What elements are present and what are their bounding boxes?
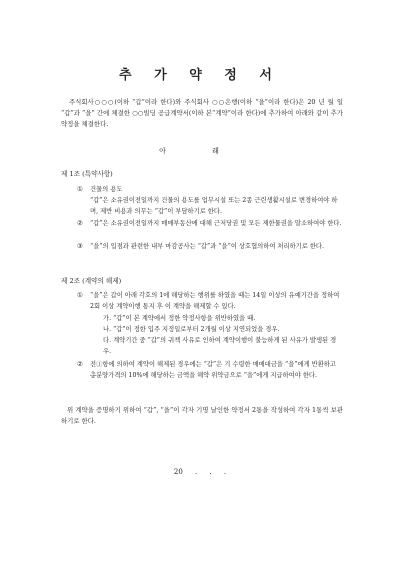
document-title: 추 가 약 정 서	[119, 68, 281, 83]
item-number: ③	[77, 243, 83, 250]
article-2-sub-da: 다. 계약기간 중 “갑”의 귀책 사유로 인하여 계약이행이 불능하게 된 사유가 발생된 경우.	[103, 337, 337, 355]
date-line: 20 . . .	[173, 468, 227, 476]
item-number: ②	[77, 220, 83, 227]
item-number: ①	[77, 292, 83, 299]
item-text: “을”은 갑이 아래 각호의 1에 해당하는 행위를 하였을 때는 14일 이상의 유예기간을 정하여 2회 이상 계약이행 통지 후 이 계약을 해제할 수 있다.	[90, 292, 340, 310]
item-text: 건물의 용도	[90, 186, 123, 193]
article-2-sub-ga: 가. “갑”이 본 계약에서 정한 약정사항을 위반하였을 때.	[103, 315, 256, 322]
intro-paragraph: 주식회사○○○(이하 “갑”이라 한다)와 주식회사 ○○은행(이하 “을”이라 한다)은 20 년 월 일 “갑”과 “을” 간에 체결한 ○○빌딩 공급계약서(이하 본“계약”이라 한다)에 추가하여 아래와 같이 추가약정을 체결한다.	[61, 98, 343, 128]
article-2-title: 제 2조 (계약의 해제)	[61, 277, 122, 285]
article-2-sub-na: 나. “갑”이 정한 입주 지정일로부터 2개월 이상 지연되었을 경우.	[103, 326, 280, 333]
article-2-item-1	[77, 290, 344, 312]
article-1-item-2	[77, 218, 344, 229]
article-1-item-1	[77, 184, 344, 195]
article-2-item-2	[77, 359, 344, 381]
witness-paragraph: 위 계약을 증명하기 위하여 “갑”, “을”이 각자 기명 날인한 약정서 2통을 작성하여 각자 1통씩 보관하기로 한다.	[61, 406, 343, 425]
item-text: 전①항에 의하여 계약이 해제된 경우에는 “갑”은 기 수령한 매매대금을 “을”에게 반환하고 총분양가격의 10%에 해당하는 금액을 해약 위약금으로 “을”에게 지급하여야 한다.	[90, 361, 337, 379]
item-number: ①	[77, 186, 83, 193]
article-1-item-1-detail	[90, 195, 344, 217]
article-1-item-3	[77, 241, 344, 252]
item-text: “갑”은 소유권이전일까지 건물의 용도를 업무시설 또는 2종 근린생활시설로 변경하여야 하며, 제반 비용과 의무는 “갑”이 부담하기로 한다.	[90, 197, 338, 215]
item-text: “갑”은 소유권이전일까지 매매부동산에 대해 근저당권 및 모든 제한물권을 말소하여야 한다.	[90, 220, 342, 227]
item-number: ②	[77, 361, 83, 368]
item-text: “을”의 입점과 관련한 내부 마감공사는 “갑”과 “을”이 상호협의하여 처리하기로 한다.	[90, 243, 324, 250]
article-1-title: 제 1조 (특약사항)	[61, 170, 113, 178]
section-heading-ahrae: 아 래	[159, 147, 241, 155]
